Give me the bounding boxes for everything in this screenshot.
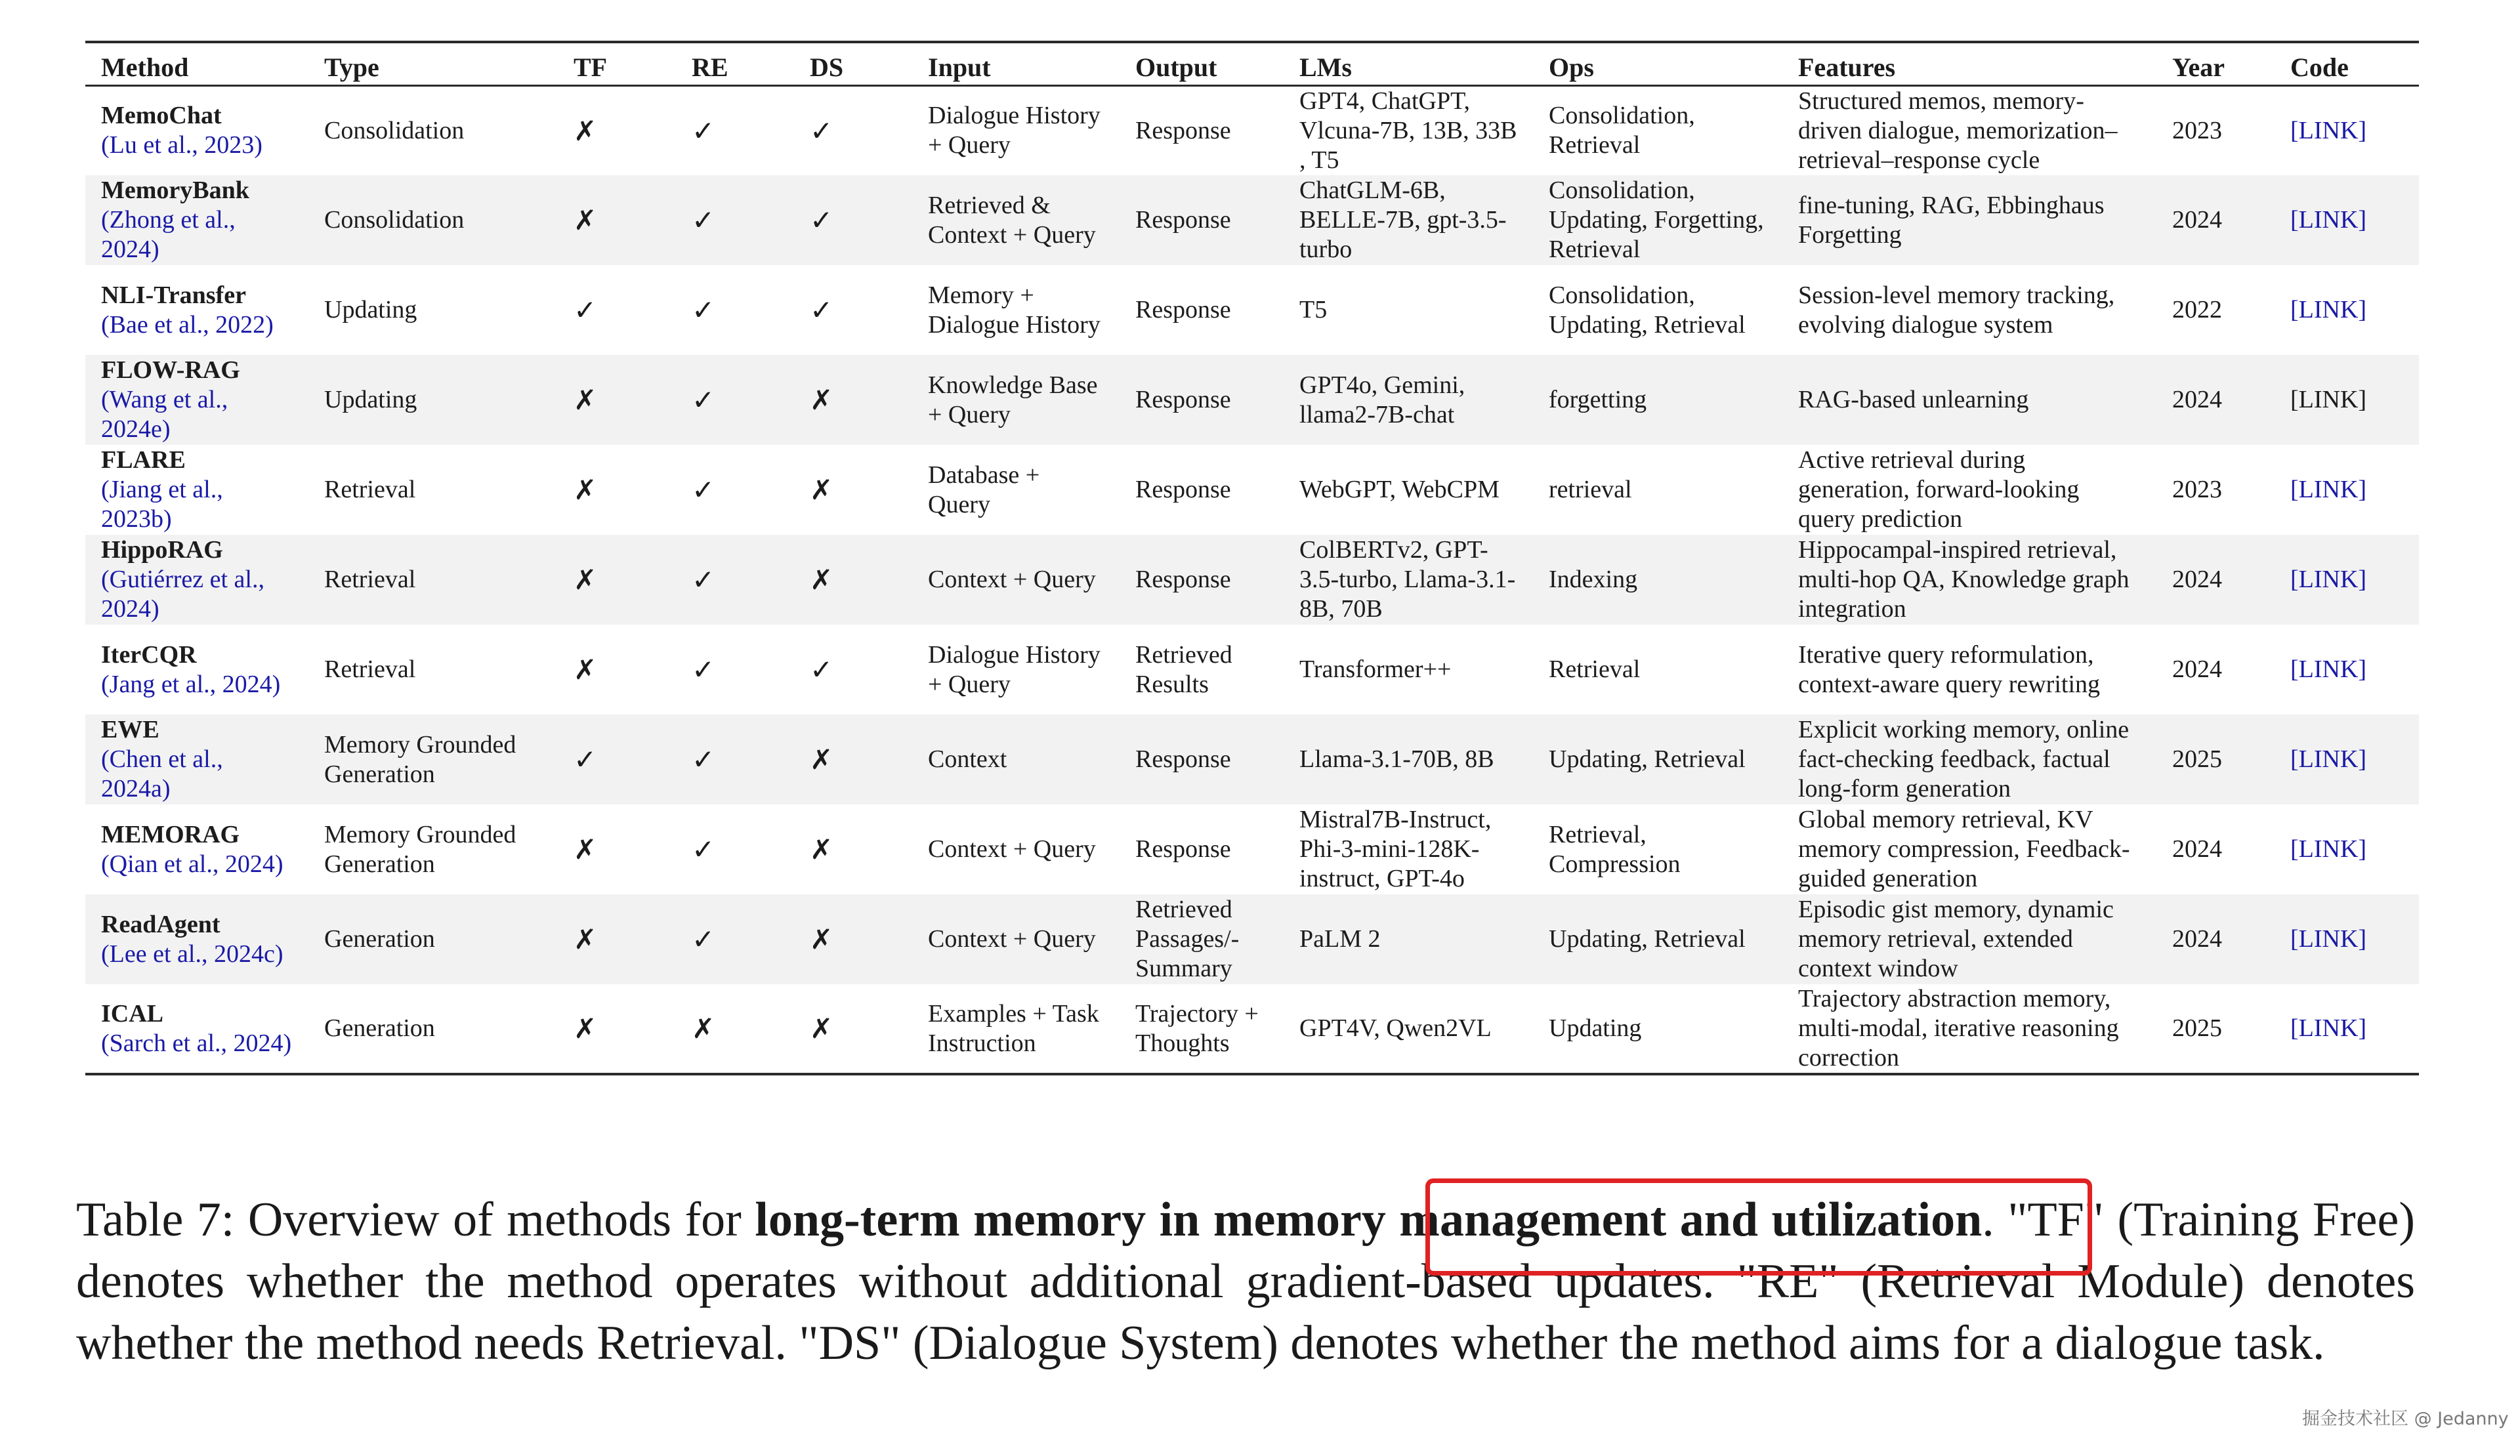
re-mark: ✓ [692, 294, 715, 326]
code-link[interactable]: [LINK] [2290, 835, 2367, 863]
method-cell [85, 804, 308, 894]
code-link: [LINK] [2290, 386, 2367, 413]
input-cell: Memory + Dialogue History [928, 281, 1101, 339]
input-cell: Context + Query [928, 835, 1096, 863]
method-name: HippoRAG [101, 536, 223, 564]
code-link[interactable]: [LINK] [2290, 476, 2367, 503]
method-name: MEMORAG [101, 820, 240, 848]
method-cell [85, 175, 308, 265]
lms-cell: Transformer++ [1299, 655, 1452, 683]
table-row [85, 894, 2419, 984]
method-name: ICAL [101, 999, 164, 1028]
features-cell: Active retrieval during generation, forward-looking query prediction [1798, 446, 2080, 533]
tf-mark: ✗ [574, 114, 597, 147]
code-cell [2275, 894, 2419, 984]
lms-cell: GPT4o, Gemini, llama2-7B-chat [1299, 371, 1465, 428]
output-cell: Response [1135, 835, 1231, 863]
methods-table [85, 41, 2419, 1075]
code-link[interactable]: [LINK] [2290, 116, 2367, 144]
code-cell [2275, 175, 2419, 265]
input-cell: Dialogue History + Query [928, 640, 1101, 698]
ds-mark: ✓ [810, 294, 833, 326]
ds-mark: ✗ [810, 833, 833, 865]
tf-mark: ✓ [574, 743, 597, 776]
table-row [85, 175, 2419, 265]
type-cell: Retrieval [324, 476, 416, 503]
type-cell: Updating [324, 296, 417, 323]
lms-cell: PaLM 2 [1299, 925, 1381, 953]
type-cell: Memory Grounded Generation [324, 730, 516, 788]
header-output: Output [1120, 42, 1284, 85]
ops-cell: Consolidation, Updating, Forgetting, Retrieval [1549, 177, 1764, 263]
type-cell: Generation [308, 984, 558, 1074]
tf-mark: ✗ [574, 384, 597, 416]
type-cell: Updating [324, 386, 417, 413]
ops-cell: Retrieval, Compression [1549, 820, 1681, 878]
method-cell [85, 535, 308, 625]
table-row [85, 715, 2419, 804]
type-cell: Memory Grounded Generation [324, 820, 516, 878]
code-link[interactable]: [LINK] [2290, 1014, 2367, 1042]
header-ds: DS [794, 42, 912, 85]
citation-link[interactable]: (Jiang et al., 2023b) [101, 476, 223, 533]
year-cell: 2024 [2172, 206, 2222, 234]
code-link[interactable]: [LINK] [2290, 925, 2367, 953]
tf-mark: ✗ [574, 474, 597, 506]
header-code: Code [2275, 42, 2419, 85]
lms-cell: Llama-3.1-70B, 8B [1299, 745, 1494, 773]
code-cell [2275, 625, 2419, 715]
citation-link[interactable]: (Gutiérrez et al., 2024) [101, 566, 264, 623]
features-cell: Episodic gist memory, dynamic memory retrieval, extended context window [1798, 896, 2114, 982]
ops-cell: Updating, Retrieval [1549, 745, 1746, 773]
re-mark: ✓ [692, 654, 715, 686]
table-row [85, 355, 2419, 445]
code-link[interactable]: [LINK] [2290, 206, 2367, 234]
year-cell: 2024 [2172, 655, 2222, 683]
re-mark: ✓ [692, 384, 715, 416]
output-cell: Response [1135, 386, 1231, 413]
method-cell [85, 265, 308, 355]
output-cell: Response [1135, 116, 1231, 144]
re-mark: ✓ [692, 833, 715, 865]
method-name: ReadAgent [101, 910, 220, 938]
ds-mark: ✗ [810, 564, 833, 596]
re-mark: ✓ [692, 564, 715, 596]
year-cell: 2024 [2172, 925, 2222, 953]
year-cell: 2022 [2172, 296, 2222, 323]
ops-cell: retrieval [1549, 476, 1632, 503]
ds-mark: ✗ [810, 474, 833, 506]
header-input: Input [912, 42, 1120, 85]
table-row [85, 265, 2419, 355]
lms-cell: GPT4V, Qwen2VL [1284, 984, 1533, 1074]
code-cell [2275, 445, 2419, 535]
features-cell: Structured memos, memory-driven dialogue, memorization–retrieval–response cycle [1798, 87, 2118, 174]
year-cell: 2025 [2172, 745, 2222, 773]
code-cell [2275, 535, 2419, 625]
table-caption [76, 1189, 2415, 1374]
re-mark: ✗ [676, 984, 794, 1074]
code-cell [2275, 804, 2419, 894]
input-cell: Dialogue History + Query [928, 102, 1101, 159]
ds-mark: ✗ [810, 384, 833, 416]
tf-mark: ✓ [574, 294, 597, 326]
code-cell [2275, 265, 2419, 355]
features-cell: Trajectory abstraction memory, multi-modal, iterative reasoning correction [1782, 984, 2156, 1074]
features-cell: Explicit working memory, online fact-checking feedback, factual long-form generation [1798, 716, 2130, 802]
ds-mark: ✗ [810, 923, 833, 955]
citation-link[interactable]: (Bae et al., 2022) [101, 310, 274, 339]
header-ops: Ops [1533, 42, 1782, 85]
output-cell: Retrieved Passages/-Summary [1135, 896, 1240, 982]
code-link[interactable]: [LINK] [2290, 745, 2367, 773]
header-lms: LMs [1284, 42, 1533, 85]
ops-cell: Retrieval [1549, 655, 1641, 683]
re-mark: ✓ [692, 204, 715, 236]
method-cell [85, 715, 308, 804]
caption-bold: long-term memory in memory management and utilization [755, 1193, 1983, 1247]
output-cell: Response [1135, 296, 1231, 323]
caption-rest: . "TF" (Training Free) denotes whether the method operates without additional gradient-based updates. "RE" (Retrieval Module) denotes whether the method needs Retrieval. "DS" (Dialogue System) denotes whether the method aims for a dialogue task. [76, 1193, 2415, 1370]
input-cell: Examples + Task Instruction [912, 984, 1120, 1074]
method-name: IterCQR [101, 640, 197, 669]
method-name: FLOW-RAG [101, 356, 240, 384]
lms-cell: WebGPT, WebCPM [1299, 476, 1500, 503]
re-mark: ✓ [692, 923, 715, 955]
method-cell [85, 625, 308, 715]
code-link[interactable]: [LINK] [2290, 566, 2367, 593]
output-cell: Response [1135, 745, 1231, 773]
output-cell: Trajectory + Thoughts [1120, 984, 1284, 1074]
tf-mark: ✗ [558, 984, 676, 1074]
ops-cell: Updating [1533, 984, 1782, 1074]
type-cell: Retrieval [324, 655, 416, 683]
table-row [85, 984, 2419, 1074]
output-cell: Response [1135, 566, 1231, 593]
header-type: Type [308, 42, 558, 85]
ops-cell: Consolidation, Retrieval [1549, 102, 1695, 159]
ops-cell: Updating, Retrieval [1549, 925, 1746, 953]
year-cell: 2024 [2172, 566, 2222, 593]
header-year: Year [2156, 42, 2275, 85]
header-features: Features [1782, 42, 2156, 85]
features-cell: Hippocampal-inspired retrieval, multi-hop QA, Knowledge graph integration [1798, 536, 2130, 623]
header-tf: TF [558, 42, 676, 85]
output-cell: Response [1135, 476, 1231, 503]
input-cell: Context + Query [928, 925, 1096, 953]
lms-cell: Mistral7B-Instruct, Phi-3-mini-128K-instruct, GPT-4o [1299, 806, 1492, 892]
features-cell: Session-level memory tracking, evolving dialogue system [1798, 281, 2115, 339]
watermark: 掘金技术社区 @ Jedanny [2302, 1409, 2509, 1429]
citation-link[interactable]: (Zhong et al., 2024) [101, 206, 236, 263]
table-row [85, 625, 2419, 715]
code-cell [2275, 85, 2419, 175]
code-link[interactable]: [LINK] [2290, 296, 2367, 323]
code-cell [2275, 355, 2419, 445]
year-cell: 2023 [2172, 476, 2222, 503]
code-cell [2275, 984, 2419, 1074]
type-cell: Consolidation [324, 116, 465, 144]
method-name: FLARE [101, 446, 186, 474]
table-header-row [85, 42, 2419, 85]
output-cell: Retrieved Results [1135, 640, 1232, 698]
features-cell: fine-tuning, RAG, Ebbinghaus Forgetting [1798, 191, 2105, 249]
table-body [85, 85, 2419, 1074]
features-cell: Iterative query reformulation, context-aware query rewriting [1798, 640, 2101, 698]
citation-link[interactable]: (Lu et al., 2023) [101, 131, 262, 159]
input-cell: Context [928, 745, 1007, 773]
citation-link[interactable]: (Chen et al., 2024a) [101, 745, 223, 802]
lms-cell: GPT4, ChatGPT, Vlcuna-7B, 13B, 33B , T5 [1299, 87, 1517, 174]
method-name: EWE [101, 716, 159, 743]
citation-link[interactable]: (Lee et al., 2024c) [101, 940, 284, 968]
input-cell: Database + Query [928, 461, 1040, 518]
ds-mark: ✓ [810, 114, 833, 147]
type-cell: Retrieval [324, 566, 416, 593]
method-cell [85, 445, 308, 535]
caption-lead: Table 7: Overview of methods for [76, 1193, 755, 1247]
method-name: MemoryBank [101, 177, 249, 204]
header-re: RE [676, 42, 794, 85]
code-link[interactable]: [LINK] [2290, 655, 2367, 683]
table-row [85, 535, 2419, 625]
input-cell: Retrieved & Context + Query [928, 191, 1096, 249]
citation-link[interactable]: (Sarch et al., 2024) [101, 1029, 292, 1057]
citation-link[interactable]: (Wang et al., 2024e) [101, 386, 228, 443]
year-cell: 2024 [2172, 386, 2222, 413]
method-name: NLI-Transfer [101, 281, 246, 309]
method-cell [85, 355, 308, 445]
tf-mark: ✗ [574, 564, 597, 596]
tf-mark: ✗ [574, 833, 597, 865]
output-cell: Response [1135, 206, 1231, 234]
method-name: MemoChat [101, 102, 222, 130]
input-cell: Knowledge Base + Query [928, 371, 1098, 428]
table-row [85, 804, 2419, 894]
year-cell: 2024 [2172, 835, 2222, 863]
citation-link[interactable]: (Jang et al., 2024) [101, 670, 281, 698]
features-cell: RAG-based unlearning [1798, 386, 2029, 413]
tf-mark: ✗ [574, 204, 597, 236]
ops-cell: Consolidation, Updating, Retrieval [1549, 281, 1746, 339]
re-mark: ✓ [692, 114, 715, 147]
tf-mark: ✗ [574, 923, 597, 955]
type-cell: Consolidation [324, 206, 465, 234]
ops-cell: forgetting [1549, 386, 1647, 413]
table-row [85, 445, 2419, 535]
method-cell [85, 984, 308, 1074]
lms-cell: ChatGLM-6B, BELLE-7B, gpt-3.5-turbo [1299, 177, 1507, 263]
re-mark: ✓ [692, 474, 715, 506]
method-cell [85, 894, 308, 984]
input-cell: Context + Query [928, 566, 1096, 593]
ds-mark: ✓ [810, 654, 833, 686]
re-mark: ✓ [692, 743, 715, 776]
citation-link[interactable]: (Qian et al., 2024) [101, 850, 284, 878]
tf-mark: ✗ [574, 654, 597, 686]
ds-mark: ✓ [810, 204, 833, 236]
ops-cell: Indexing [1549, 566, 1638, 593]
code-cell [2275, 715, 2419, 804]
features-cell: Global memory retrieval, KV memory compression, Feedback-guided generation [1798, 806, 2130, 892]
ds-mark: ✗ [794, 984, 912, 1074]
table-row [85, 85, 2419, 175]
method-cell [85, 85, 308, 175]
lms-cell: T5 [1299, 296, 1328, 323]
year-cell: 2025 [2156, 984, 2275, 1074]
type-cell: Generation [324, 925, 435, 953]
ds-mark: ✗ [810, 743, 833, 776]
header-method: Method [85, 42, 308, 85]
year-cell: 2023 [2172, 116, 2222, 144]
lms-cell: ColBERTv2, GPT-3.5-turbo, Llama-3.1-8B, 70B [1299, 536, 1516, 623]
